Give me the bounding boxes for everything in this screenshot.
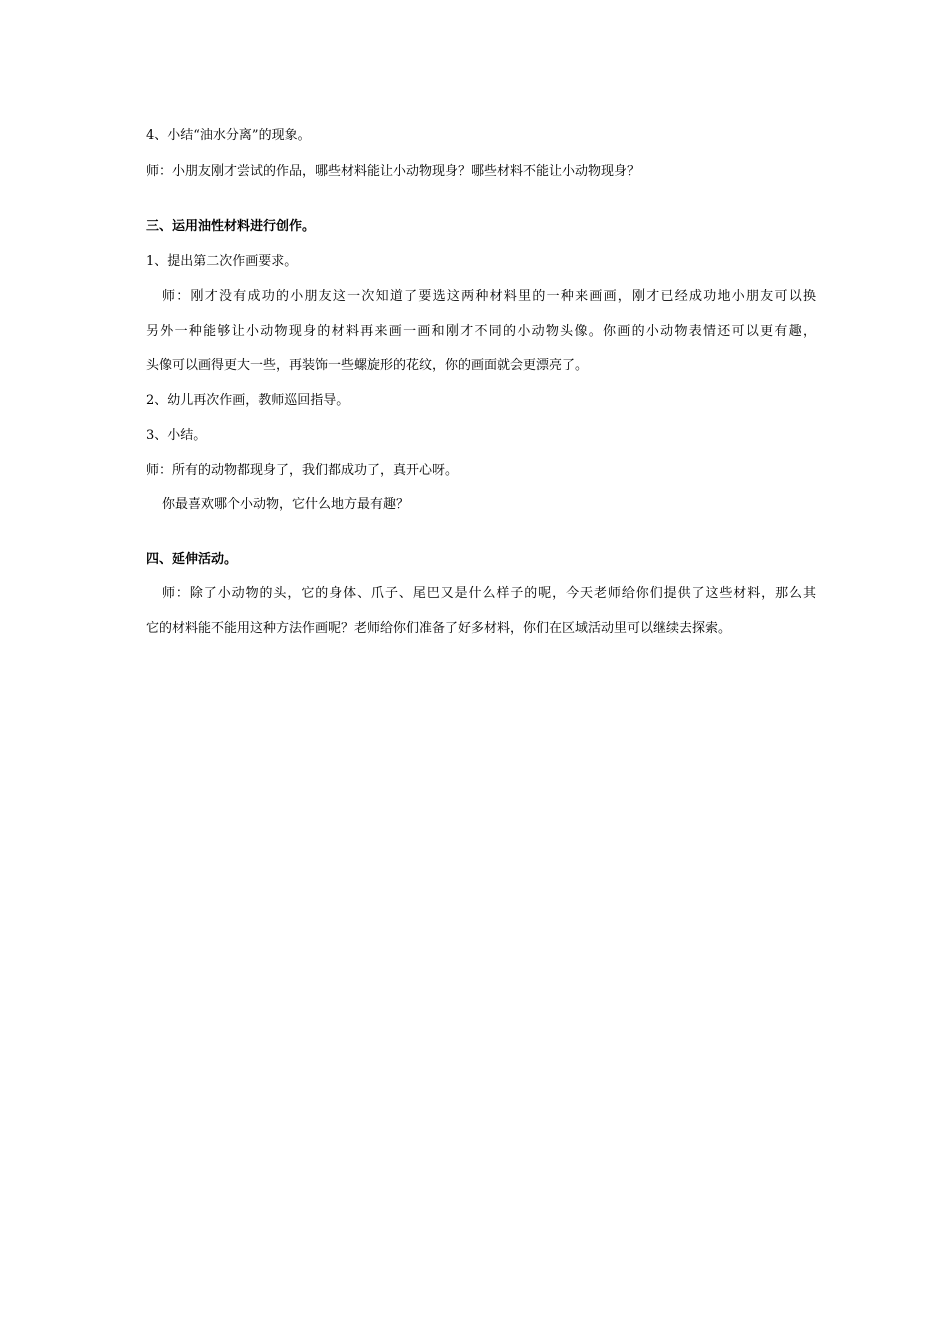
section-heading-4: 四、延伸活动。 bbox=[146, 552, 238, 567]
teacher-instruction-line-3: 头像可以画得更大一些，再装饰一些螺旋形的花纹，你的画面就会更漂亮了。 bbox=[146, 358, 589, 373]
step-2: 2、幼儿再次作画，教师巡回指导。 bbox=[146, 393, 350, 408]
teacher-question: 师：小朋友刚才尝试的作品，哪些材料能让小动物现身？哪些材料不能让小动物现身？ bbox=[146, 164, 641, 179]
teacher-summary: 师：所有的动物都现身了，我们都成功了，真开心呀。 bbox=[146, 463, 459, 478]
extension-line-2: 它的材料能不能用这种方法作画呢？老师给你们准备了好多材料，你们在区域活动里可以继续去探索。 bbox=[146, 621, 732, 636]
teacher-instruction-line-2: 另外一种能够让小动物现身的材料再来画一画和刚才不同的小动物头像。你画的小动物表情还可以更有趣， bbox=[146, 324, 816, 339]
teacher-followup-question: 你最喜欢哪个小动物，它什么地方最有趣？ bbox=[162, 497, 410, 512]
teacher-instruction-line-1: 师：刚才没有成功的小朋友这一次知道了要选这两种材料里的一种来画画，刚才已经成功地小朋友可以换 bbox=[162, 289, 816, 304]
extension-line-1: 师：除了小动物的头，它的身体、爪子、尾巴又是什么样子的呢，今天老师给你们提供了这些材料，那么其 bbox=[162, 586, 816, 601]
step-1: 1、提出第二次作画要求。 bbox=[146, 254, 298, 269]
summary-step-4: 4、小结“油水分离”的现象。 bbox=[146, 128, 311, 143]
section-heading-3: 三、运用油性材料进行创作。 bbox=[146, 219, 316, 234]
step-3: 3、小结。 bbox=[146, 428, 207, 443]
